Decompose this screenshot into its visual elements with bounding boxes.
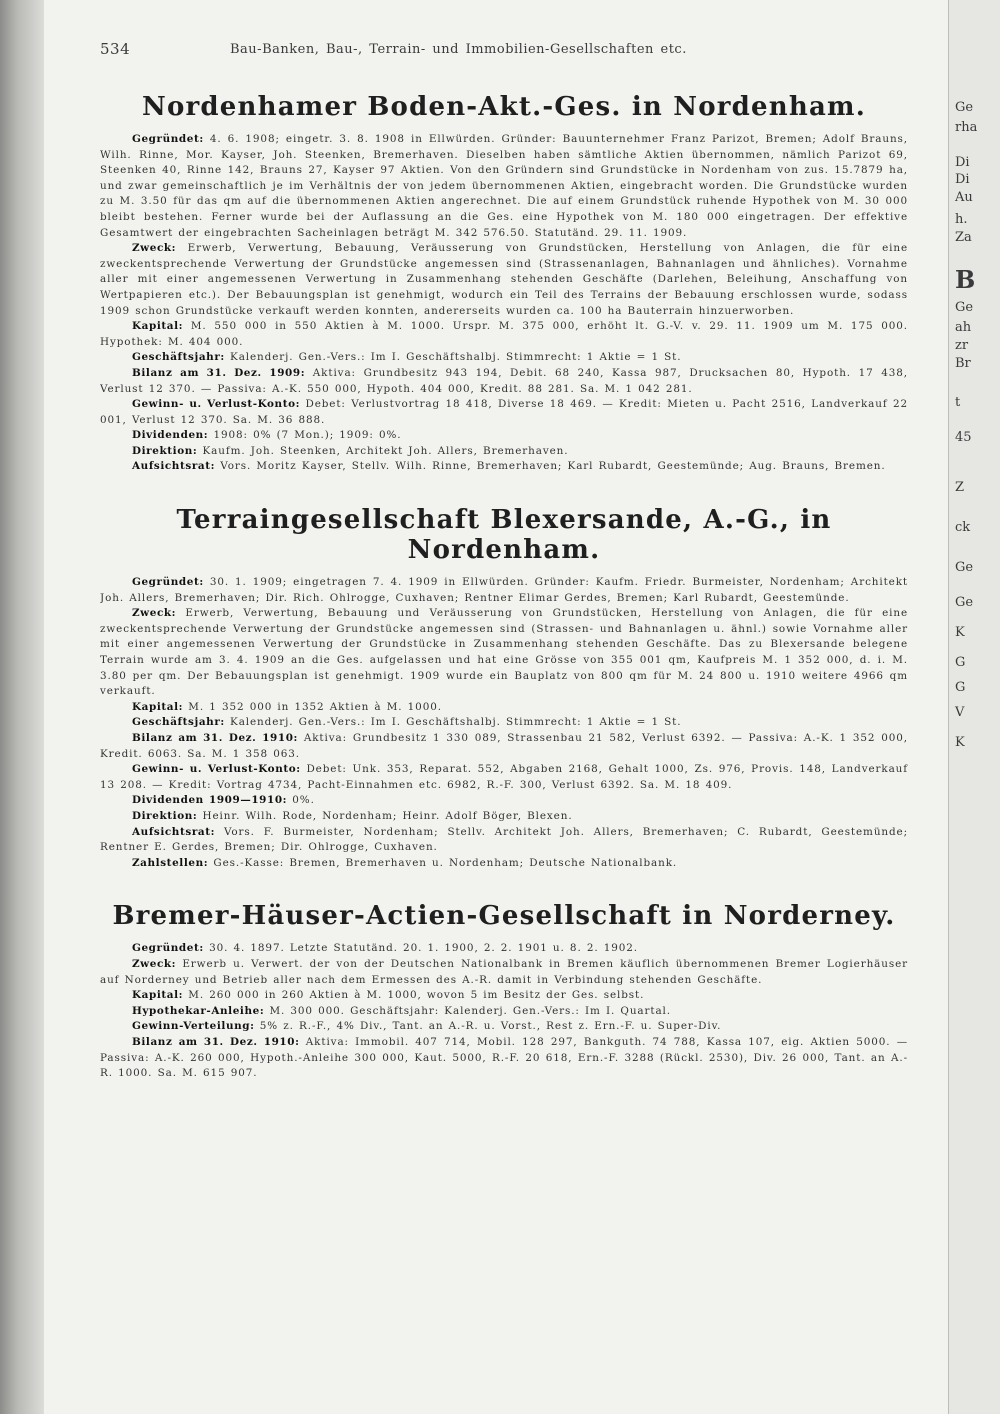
field-label: Geschäftsjahr: — [132, 351, 225, 364]
field-label: Direktion: — [132, 444, 198, 457]
field-text: Erwerb u. Verwert. der von der Deutschen Nationalbank in Bremen käuflich übernommenen Bremer Logierhäuser auf Norderney und Betrieb aller nach dem Ermessen des A.-R. damit in Verbindung stehenden Geschäfte. — [100, 957, 908, 986]
field-label: Bilanz am 31. Dez. 1910: — [132, 732, 298, 744]
margin-fragment: G — [955, 680, 966, 695]
field-label: Gegründet: — [132, 133, 204, 145]
margin-fragment: Di — [955, 155, 970, 170]
margin-fragment: Ge — [955, 595, 974, 610]
field-text: 30. 4. 1897. Letzte Statutänd. 20. 1. 1900, 2. 2. 1901 u. 8. 2. 1902. — [209, 942, 639, 955]
field-label: Gegründet: — [132, 576, 204, 589]
field-label: Kapital: — [132, 700, 184, 713]
field-label: Kapital: — [132, 320, 184, 333]
entry-paragraph — [100, 1019, 908, 1035]
entry-paragraph — [100, 1035, 908, 1082]
company-title: Bremer-Häuser-Actien-Gesellschaft in Norderney. — [112, 901, 896, 932]
field-label: Direktion: — [132, 809, 198, 822]
field-text: M. 550 000 in 550 Aktien à M. 1000. Urspr. M. 375 000, erhöht lt. G.-V. v. 29. 11. 1909 um M. 175 000. Hypothek: M. 404 000. — [100, 320, 908, 348]
margin-fragment: Ge — [955, 300, 974, 315]
entry-paragraph — [100, 715, 908, 731]
margin-fragment: Z — [955, 480, 965, 495]
field-label: Gegründet: — [132, 942, 204, 955]
field-text: M. 260 000 in 260 Aktien à M. 1000, wovon 5 im Besitz der Ges. selbst. — [188, 989, 645, 1002]
field-text: Aktiva: Grundbesitz 943 194, Debit. 68 240, Kassa 987, Drucksachen 80, Hypoth. 17 438, Verlust 12 370. — Passiva: A.-K. 550 000, Hypoth. 404 000, Kredit. 88 281. Sa. M. 1 042 281. — [100, 366, 908, 395]
field-text: 0%. — [292, 794, 315, 807]
field-label: Aufsichtsrat: — [132, 460, 216, 473]
running-title: Bau-Banken, Bau-, Terrain- und Immobilien-Gesellschaften etc. — [230, 42, 687, 57]
field-label: Bilanz am 31. Dez. 1910: — [132, 1035, 300, 1048]
field-text: Aktiva: Grundbesitz 1 330 089, Strassenbau 21 582, Verlust 6392. — Passiva: A.-K. 1 352 000, Kredit. 6063. Sa. M. 1 358 063. — [100, 732, 908, 760]
field-label: Zweck: — [132, 242, 177, 255]
entry-paragraph — [100, 319, 908, 350]
entry-paragraph — [100, 132, 908, 241]
margin-fragment: 45 — [955, 430, 972, 445]
field-label: Dividenden 1909—1910: — [132, 794, 288, 807]
field-text: 5% z. R.-F., 4% Div., Tant. an A.-R. u. Vorst., Rest z. Ern.-F. u. Super-Div. — [259, 1020, 722, 1033]
field-label: Gewinn- u. Verlust-Konto: — [132, 763, 301, 776]
field-text: Ges.-Kasse: Bremen, Bremerhaven u. Nordenham; Deutsche Nationalbank. — [213, 856, 678, 869]
margin-fragment: Di — [955, 172, 970, 187]
entry-paragraph — [100, 606, 908, 700]
field-text: Erwerb, Verwertung, Bebauung, Veräusserung von Grundstücken, Herstellung von Anlagen, die für eine zweckentsprechende Verwertung der Grundstücke angemessen sind (Strassenanlagen, Bahnanlagen und ähnliches). Vornahme aller mit einer angemessenen Verwertung in Zusammenhang stehenden Geschäfte (Darlehen, Beleihung, Anschaffung von Wertpapieren etc.). Der Bebauungsplan ist genehmigt, wodurch ein Teil des Terrains der Bebauung erschlossen wurde, sodass 1909 schon Grundstücke verkauft werden konnten, andererseits wurden ca. 100 ha Bauterrain hinzuerworben. — [100, 242, 908, 317]
margin-fragment: ck — [955, 520, 971, 535]
entry-paragraph — [100, 941, 908, 957]
field-text: 1908: 0% (7 Mon.); 1909: 0%. — [213, 429, 402, 442]
entry-paragraph — [100, 762, 908, 793]
margin-fragment: ah — [955, 320, 972, 335]
field-label: Bilanz am 31. Dez. 1909: — [132, 366, 306, 379]
document-page — [100, 36, 908, 1381]
entry-paragraph — [100, 397, 908, 428]
margin-fragment: t — [955, 395, 961, 410]
field-text: Vors. Moritz Kayser, Stellv. Wilh. Rinne, Bremerhaven; Karl Rubardt, Geestemünde; Aug. Brauns, Bremen. — [220, 460, 886, 473]
margin-fragment: K — [955, 625, 965, 640]
company-entry-blexersande — [100, 505, 908, 871]
margin-fragment: h. — [955, 212, 968, 227]
entry-paragraph — [100, 731, 908, 762]
margin-fragment: Br — [955, 356, 971, 371]
company-title: Nordenhamer Boden-Akt.-Ges. in Nordenham. — [141, 92, 867, 122]
entry-paragraph — [100, 366, 908, 397]
entry-paragraph — [100, 856, 908, 872]
field-text: Kalenderj. Gen.-Vers.: Im I. Geschäftshalbj. Stimmrecht: 1 Aktie = 1 St. — [230, 716, 682, 729]
margin-fragment: Au — [955, 190, 973, 205]
field-text: Kalenderj. Gen.-Vers.: Im I. Geschäftshalbj. Stimmrecht: 1 Aktie = 1 St. — [230, 351, 682, 364]
company-entry-bremer-haeuser — [100, 901, 908, 1081]
margin-fragment: Za — [955, 230, 972, 245]
running-header — [100, 36, 908, 62]
entry-paragraph — [100, 825, 908, 856]
entry-paragraph — [100, 350, 908, 366]
entry-paragraph — [100, 988, 908, 1004]
field-text: Kaufm. Joh. Steenken, Architekt Joh. Allers, Bremerhaven. — [202, 444, 569, 457]
field-label: Dividenden: — [132, 429, 209, 442]
margin-fragment: V — [955, 705, 965, 720]
field-text: Vors. F. Burmeister, Nordenham; Stellv. Architekt Joh. Allers, Bremerhaven; C. Rubardt, Geestemünde; Rentner E. Gerdes, Bremen; Dir. Ohlrogge, Cuxhaven. — [100, 825, 908, 854]
margin-fragment: B — [955, 265, 976, 294]
field-text: Heinr. Wilh. Rode, Nordenham; Heinr. Adolf Böger, Blexen. — [202, 809, 573, 822]
margin-fragment: G — [955, 655, 966, 670]
margin-fragment: rha — [955, 120, 978, 135]
field-text: Aktiva: Immobil. 407 714, Mobil. 128 297, Bankguth. 74 788, Kassa 107, eig. Aktien 5000. — Passiva: A.-K. 260 000, Hypoth.-Anleihe 300 000, Kaut. 5000, R.-F. 20 618, Ern.-F. 3288 (Rückl. 2530), Div. 26 000, Tant. an A.-R. 1000. Sa. M. 615 907. — [100, 1035, 908, 1080]
scan-left-edge — [0, 0, 44, 1414]
entry-paragraph — [100, 700, 908, 716]
entry-paragraph — [100, 793, 908, 809]
field-label: Gewinn- u. Verlust-Konto: — [132, 398, 301, 411]
field-text: Debet: Unk. 353, Reparat. 552, Abgaben 2168, Gehalt 1000, Zs. 976, Provis. 148, Landverkauf 13 208. — Kredit: Vortrag 4734, Pacht-Einnahmen etc. 6982, R.-F. 300, Verlust 6392. Sa. M. 18 409. — [100, 763, 908, 791]
field-text: 30. 1. 1909; eingetragen 7. 4. 1909 in Ellwürden. Gründer: Kaufm. Friedr. Burmeister, Nordenham; Architekt Joh. Allers, Bremerhaven; Dir. Rich. Ohlrogge, Cuxhaven; Rentner Elimar Gerdes, Bremen; Karl Rubardt, Geestemünde. — [100, 576, 908, 604]
field-label: Kapital: — [132, 989, 184, 1002]
field-label: Hypothekar-Anleihe: — [132, 1004, 265, 1017]
adjacent-page-strip — [948, 0, 1000, 1414]
entry-paragraph — [100, 241, 908, 319]
page-number: 534 — [100, 40, 131, 58]
field-label: Zahlstellen: — [132, 856, 209, 869]
entry-paragraph — [100, 444, 908, 460]
margin-fragment: K — [955, 735, 965, 750]
field-label: Aufsichtsrat: — [132, 825, 216, 838]
margin-fragment: Ge — [955, 100, 974, 115]
entry-paragraph — [100, 459, 908, 475]
margin-fragment: Ge — [955, 560, 974, 575]
margin-fragment: zr — [955, 338, 969, 353]
field-text: M. 1 352 000 in 1352 Aktien à M. 1000. — [188, 700, 442, 713]
entry-paragraph — [100, 575, 908, 606]
entry-paragraph — [100, 957, 908, 988]
entry-paragraph — [100, 1004, 908, 1020]
field-text: Erwerb, Verwertung, Bebauung und Veräusserung von Grundstücken, Herstellung von Anlagen, die für eine zweckentsprechende Verwertung der Grundstücke angemessen sind (Strassen- und Bahnanlagen u. ähnl.) sowie Vornahme aller mit einer angemessenen Verwertung der Grundstücke in Zusammenhang stehenden Geschäfte. Das zu Blexersande belegene Terrain wurde am 3. 4. 1909 an die Ges. aufgelassen und hat eine Grösse von 355 001 qm, Kaufpreis M. 1 352 000, d. i. M. 3.80 per qm. Der Bebauungsplan ist genehmigt. 1909 wurde ein Bauplatz von 800 qm für M. 24 800 u. 1910 weitere 4966 qm verkauft. — [100, 607, 908, 698]
field-label: Zweck: — [132, 957, 177, 970]
company-title: Terraingesellschaft Blexersande, A.-G., in Nordenham. — [176, 505, 832, 566]
field-text: 4. 6. 1908; eingetr. 3. 8. 1908 in Ellwürden. Gründer: Bauunternehmer Franz Parizot, Bremen; Adolf Brauns, Wilh. Rinne, Mor. Kayser, Joh. Steenken, Bremerhaven. Dieselben haben sämtliche Aktien übernommen, nämlich Parizot 69, Steenken 40, Rinne 142, Brauns 27, Kayser 97 Aktien. Von den Gründern sind Grundstücke in Nordenham von zus. 15.7879 ha, und zwar gemeinschaftlich je im Verhältnis der von jedem übernommenen Aktien, eingebracht worden. Die Grundstücke wurden zu M. 3.50 für das qm auf die übernommenen Aktien angerechnet. Die auf einem Grundstück ruhende Hypothek von M. 30 000 bleibt bestehen. Ferner wurde bei der Auflassung an die Ges. eine Hypothek von M. 180 000 eingetragen. Der effektive Gesamtwert der eingebrachten Sacheinlagen beträgt M. 342 576.50. Statutänd. 29. 11. 1909. — [100, 133, 908, 239]
field-label: Geschäftsjahr: — [132, 716, 225, 729]
entry-paragraph — [100, 809, 908, 825]
entry-paragraph — [100, 428, 908, 444]
field-label: Gewinn-Verteilung: — [132, 1020, 255, 1033]
field-label: Zweck: — [132, 607, 177, 620]
field-text: Debet: Verlustvortrag 18 418, Diverse 18 469. — Kredit: Mieten u. Pacht 2516, Landverkauf 22 001, Verlust 12 370. Sa. M. 36 888. — [100, 398, 908, 426]
company-entry-nordenhamer — [100, 92, 908, 475]
field-text: M. 300 000. Geschäftsjahr: Kalenderj. Gen.-Vers.: Im I. Quartal. — [269, 1004, 671, 1017]
